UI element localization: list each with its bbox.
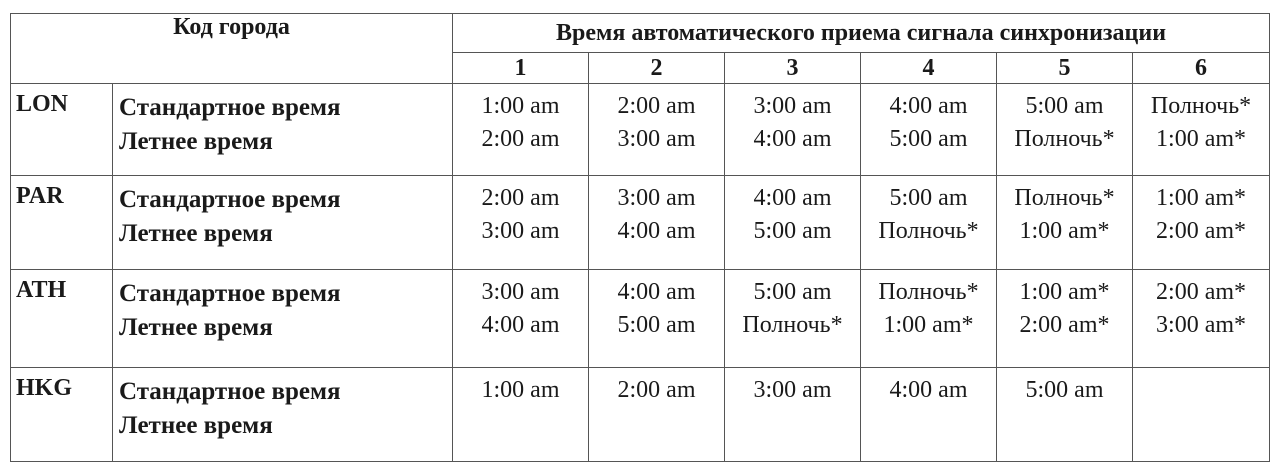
summer-time-value: 1:00 am*: [883, 312, 974, 338]
standard-time-value: 2:00 am*: [1156, 279, 1247, 305]
standard-time-value: 5:00 am: [1025, 93, 1104, 119]
summer-time-value: 2:00 am: [481, 126, 560, 152]
time-cell: [725, 176, 861, 270]
standard-time-value: 5:00 am: [753, 279, 832, 305]
summer-time-value: 3:00 am: [617, 126, 696, 152]
standard-time-value: 3:00 am: [753, 377, 832, 403]
summer-time-value: 5:00 am: [617, 312, 696, 338]
table-body: [11, 84, 1270, 462]
table-row: [11, 270, 1270, 368]
column-header-4: 4: [861, 53, 997, 84]
table-row: [11, 368, 1270, 462]
sync-time-header: Время автоматического приема сигнала синхронизации: [453, 14, 1270, 53]
time-cell: [589, 368, 725, 462]
city-code: ATH: [11, 270, 113, 368]
standard-time-value: 4:00 am: [889, 377, 968, 403]
time-cell: [861, 84, 997, 176]
time-cell: [725, 368, 861, 462]
time-cell: [453, 270, 589, 368]
time-type-cell: [113, 270, 453, 368]
standard-time-label: Стандартное время: [119, 186, 341, 213]
table-row: [11, 176, 1270, 270]
table-row: [11, 84, 1270, 176]
summer-time-value: 3:00 am: [481, 218, 560, 244]
time-type-cell: [113, 368, 453, 462]
time-cell: [997, 368, 1133, 462]
city-code: LON: [11, 84, 113, 176]
time-cell: [997, 176, 1133, 270]
time-cell: [589, 84, 725, 176]
standard-time-value: 2:00 am: [617, 377, 696, 403]
time-cell: [589, 270, 725, 368]
summer-time-value: 4:00 am: [753, 126, 832, 152]
standard-time-value: 4:00 am: [753, 185, 832, 211]
column-header-6: 6: [1133, 53, 1270, 84]
standard-time-value: 1:00 am: [481, 93, 560, 119]
standard-time-value: 4:00 am: [889, 93, 968, 119]
summer-time-value: 1:00 am*: [1156, 126, 1247, 152]
standard-time-value: 1:00 am*: [1156, 185, 1247, 211]
city-code: HKG: [11, 368, 113, 462]
time-cell: [453, 84, 589, 176]
summer-time-value: 3:00 am*: [1156, 312, 1247, 338]
standard-time-value: 1:00 am: [481, 377, 560, 403]
summer-time-value: 4:00 am: [617, 218, 696, 244]
standard-time-value: 2:00 am: [617, 93, 696, 119]
time-cell: [589, 176, 725, 270]
time-cell: [725, 270, 861, 368]
summer-time-value: 2:00 am*: [1156, 218, 1247, 244]
time-cell: [453, 176, 589, 270]
standard-time-value: Полночь*: [1014, 185, 1115, 211]
time-type-cell: [113, 176, 453, 270]
standard-time-value: 4:00 am: [617, 279, 696, 305]
standard-time-value: Полночь*: [1150, 93, 1252, 119]
city-code: PAR: [11, 176, 113, 270]
standard-time-value: 3:00 am: [753, 93, 832, 119]
column-header-2: 2: [589, 53, 725, 84]
summer-time-value: Полночь*: [1014, 126, 1115, 152]
standard-time-value: 2:00 am: [481, 185, 560, 211]
time-cell: [861, 176, 997, 270]
time-cell: [1133, 176, 1270, 270]
time-type-cell: [113, 84, 453, 176]
city-code-header: Код города: [11, 14, 453, 84]
summer-time-value: 4:00 am: [481, 312, 560, 338]
time-cell: [453, 368, 589, 462]
column-header-5: 5: [997, 53, 1133, 84]
standard-time-label: Стандартное время: [119, 378, 341, 405]
standard-time-label: Стандартное время: [119, 94, 341, 121]
summer-time-label: Летнее время: [119, 412, 273, 439]
summer-time-label: Летнее время: [119, 128, 273, 155]
time-cell: [1133, 84, 1270, 176]
standard-time-value: 5:00 am: [1025, 377, 1104, 403]
time-cell: [861, 368, 997, 462]
summer-time-value: 5:00 am: [889, 126, 968, 152]
time-cell: [1133, 270, 1270, 368]
column-header-3: 3: [725, 53, 861, 84]
summer-time-label: Летнее время: [119, 220, 273, 247]
time-cell: [997, 270, 1133, 368]
standard-time-label: Стандартное время: [119, 280, 341, 307]
standard-time-value: 1:00 am*: [1019, 279, 1110, 305]
summer-time-value: Полночь*: [742, 312, 843, 338]
summer-time-label: Летнее время: [119, 314, 273, 341]
summer-time-value: Полночь*: [878, 218, 979, 244]
summer-time-value: 2:00 am*: [1019, 312, 1110, 338]
standard-time-value: Полночь*: [878, 279, 979, 305]
time-cell: [725, 84, 861, 176]
standard-time-value: 3:00 am: [617, 185, 696, 211]
standard-time-value: 3:00 am: [481, 279, 560, 305]
summer-time-value: 5:00 am: [753, 218, 832, 244]
standard-time-value: 5:00 am: [889, 185, 968, 211]
sync-time-table: [10, 13, 1270, 462]
summer-time-value: 1:00 am*: [1019, 218, 1110, 244]
time-cell: [1133, 368, 1270, 462]
time-cell: [997, 84, 1133, 176]
column-header-1: 1: [453, 53, 589, 84]
time-cell: [861, 270, 997, 368]
